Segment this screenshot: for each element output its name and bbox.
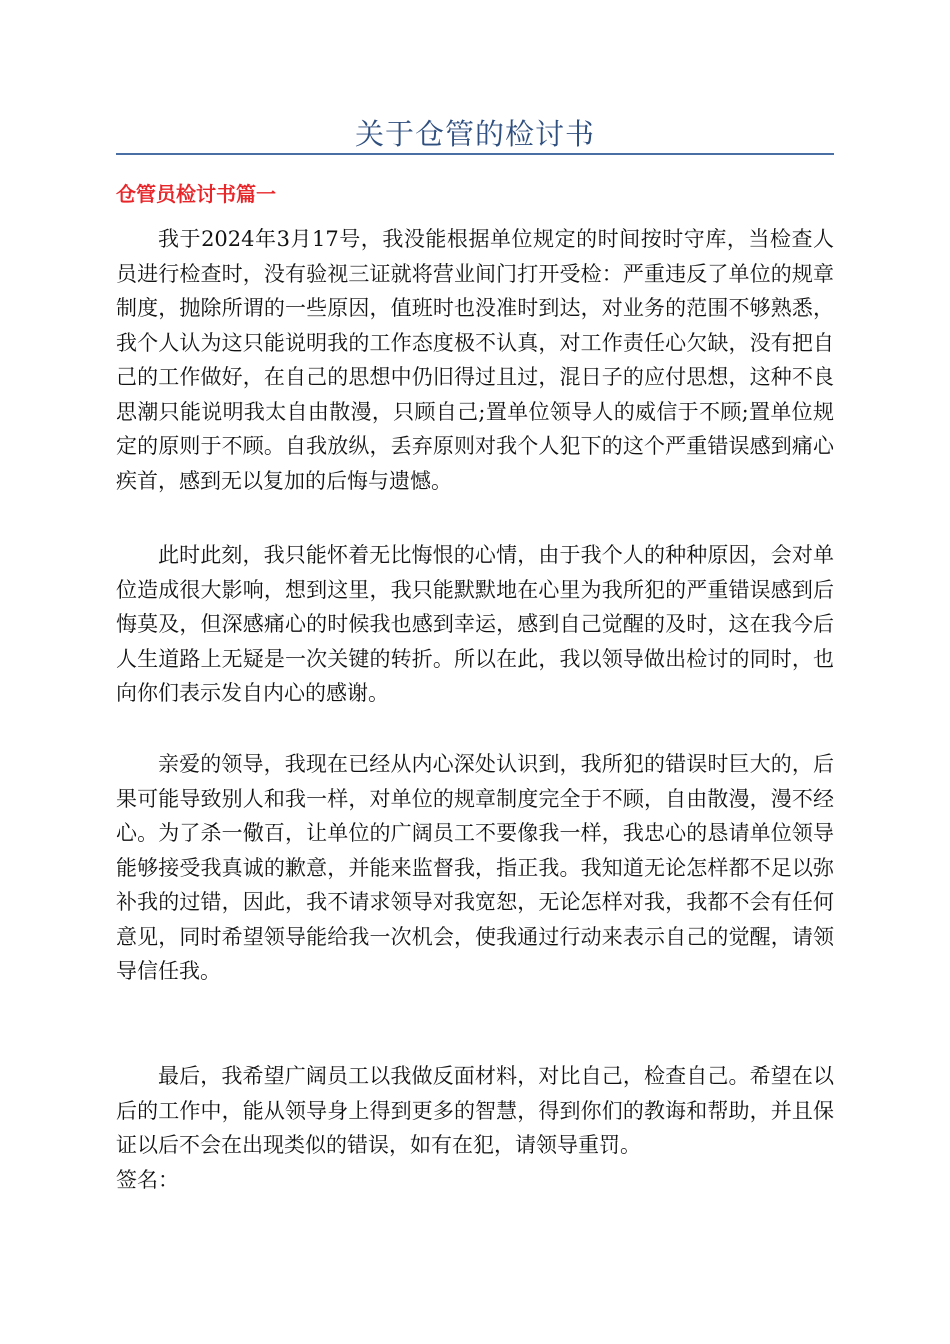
paragraph-3: 亲爱的领导，我现在已经从内心深处认识到，我所犯的错误时巨大的，后果可能导致别人和我一样，对单位的规章制度完全于不顾，自由散漫，漫不经心。为了杀一儆百，让单位的广阔员工不要像我一样，我忠心的恳请单位领导能够接受我真诚的歉意，并能来监督我，指正我。我知道无论怎样都不足以弥补我的过错，因此，我不请求领导对我宽恕，无论怎样对我，我都不会有任何意见，同时希望领导能给我一次机会，使我通过行动来表示自己的觉醒，请领导信任我。 [116,752,834,983]
paragraph-4: 最后，我希望广阔员工以我做反面材料，对比自己，检查自己。希望在以后的工作中，能从领导身上得到更多的智慧，得到你们的教诲和帮助，并且保证以后不会在出现类似的错误，如有在犯，请领导重罚。 [116,1064,834,1157]
section-heading: 仓管员检讨书篇一 [116,182,276,206]
title-divider [116,153,834,155]
paragraph-2: 此时此刻，我只能怀着无比悔恨的心情，由于我个人的种种原因，会对单位造成很大影响，想到这里，我只能默默地在心里为我所犯的严重错误感到后悔莫及，但深感痛心的时候我也感到幸运，感到自己觉醒的及时，这在我今后人生道路上无疑是一次关键的转折。所以在此，我以领导做出检讨的同时，也向你们表示发自内心的感谢。 [116,543,834,705]
paragraph-1: 我于2024年3月17号，我没能根据单位规定的时间按时守库，当检查人员进行检查时，没有验视三证就将营业间门打开受检：严重违反了单位的规章制度，抛除所谓的一些原因，值班时也没准时到达，对业务的范围不够熟悉，我个人认为这只能说明我的工作态度极不认真，对工作责任心欠缺，没有把自己的工作做好，在自己的思想中仍旧得过且过，混日子的应付思想，这种不良思潮只能说明我太自由散漫，只顾自己;置单位领导人的威信于不顾;置单位规定的原则于不顾。自我放纵，丢弃原则对我个人犯下的这个严重错误感到痛心疾首，感到无以复加的后悔与遗憾。 [116,227,834,493]
signature-label: 签名： [116,1168,179,1192]
document-title: 关于仓管的检讨书 [354,117,595,151]
